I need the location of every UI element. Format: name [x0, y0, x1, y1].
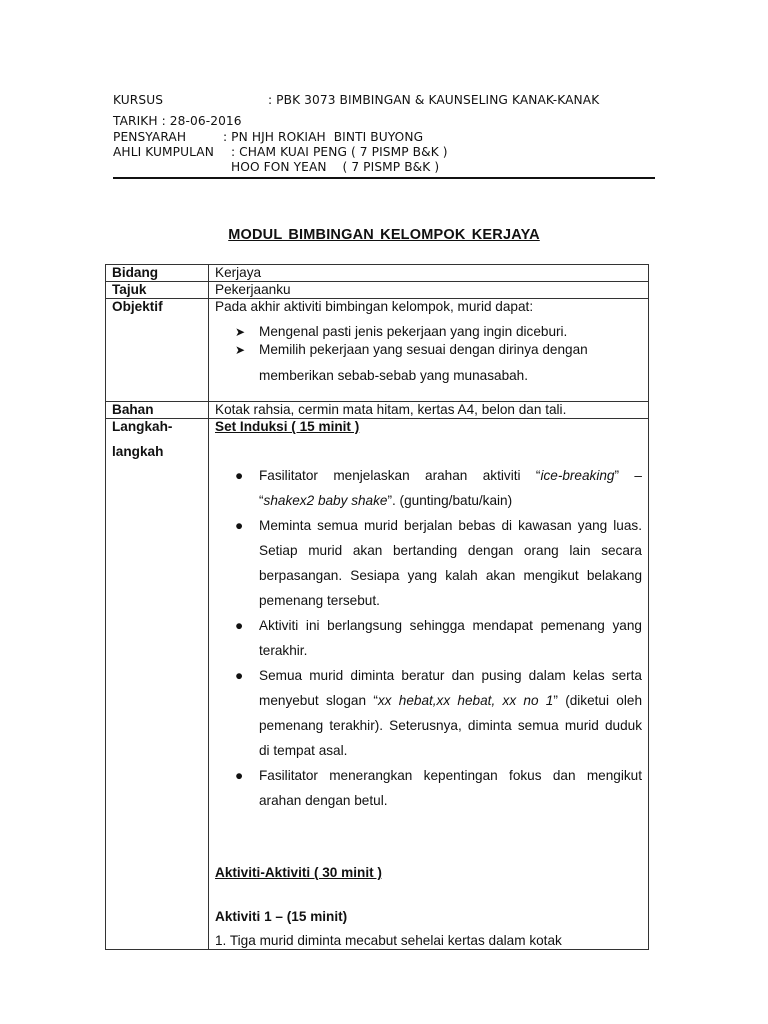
pensyarah-value: : PN HJH ROKIAH BINTI BUYONG	[223, 130, 424, 144]
round-bullet-icon: ●	[235, 618, 244, 633]
arrowhead-bullet-icon: ➤	[235, 325, 246, 339]
list-item	[215, 763, 642, 813]
set-induksi-heading: Set Induksi ( 15 minit )	[215, 419, 360, 434]
list-item	[215, 663, 642, 763]
ahli-value-2: HOO FON YEAN ( 7 PISMP B&K )	[231, 160, 440, 174]
induksi-1-text-d: shakex2 baby shake	[263, 493, 388, 508]
induksi-2-text: Meminta semua murid berjalan bebas di kawasan yang luas. Setiap murid akan bertanding dengan orang lain secara berpasangan. Sesiapa yang kalah akan mengikut belakang pemenang tersebut.	[259, 518, 642, 608]
list-item	[215, 463, 642, 513]
module-table	[105, 264, 649, 950]
objektif-intro: Pada akhir aktiviti bimbingan kelompok, murid dapat:	[215, 299, 534, 314]
table-row-objektif	[106, 299, 649, 402]
induksi-1-text-b: ice-breaking	[540, 468, 615, 483]
induksi-3-text: Aktiviti ini berlangsung sehingga mendapat pemenang yang terakhir.	[259, 618, 642, 658]
ahli-row-2	[113, 160, 440, 205]
tajuk-label: Tajuk	[106, 282, 209, 299]
list-item	[215, 323, 642, 341]
tajuk-value: Pekerjaanku	[209, 282, 649, 299]
induksi-4-text-c: ” (diketui oleh pemenang terakhir). Seterusnya, diminta semua murid duduk di tempat asal.	[259, 693, 643, 758]
objektif-item-2-cont: memberikan sebab-sebab yang munasabah.	[259, 368, 529, 383]
bahan-label: Bahan	[106, 402, 209, 419]
kursus-label: KURSUS	[113, 93, 164, 107]
round-bullet-icon: ●	[235, 768, 244, 783]
round-bullet-icon: ●	[235, 518, 244, 533]
objektif-item-2: Memilih pekerjaan yang sesuai dengan dirinya dengan	[259, 342, 588, 357]
kursus-value: : PBK 3073 BIMBINGAN & KAUNSELING KANAK-KANAK	[268, 93, 600, 107]
ahli-value-1: : CHAM KUAI PENG ( 7 PISMP B&K )	[231, 145, 448, 159]
round-bullet-icon: ●	[235, 468, 244, 483]
list-item	[215, 513, 642, 613]
tarikh-text: TARIKH : 28-06-2016	[113, 114, 242, 128]
table-row-tajuk	[106, 282, 649, 299]
bidang-value: Kerjaya	[209, 265, 649, 282]
arrowhead-bullet-icon: ➤	[235, 343, 246, 357]
list-item	[215, 613, 642, 663]
ahli-label: AHLI KUMPULAN	[113, 145, 214, 159]
aktiviti-1-line: 1. Tiga murid diminta mecabut sehelai kertas dalam kotak	[215, 933, 562, 948]
pensyarah-label: PENSYARAH	[113, 130, 187, 144]
objektif-label: Objektif	[106, 299, 209, 402]
objektif-value	[209, 299, 649, 402]
aktiviti-heading: Aktiviti-Aktiviti ( 30 minit )	[215, 865, 382, 880]
round-bullet-icon: ●	[235, 668, 244, 683]
aktiviti-1-heading: Aktiviti 1 – (15 minit)	[215, 909, 348, 924]
induksi-4-text-b: xx hebat,xx hebat, xx no 1	[377, 693, 554, 708]
header-divider	[113, 177, 655, 179]
table-row-bidang	[106, 265, 649, 282]
induksi-list	[215, 463, 642, 813]
objektif-item-1: Mengenal pasti jenis pekerjaan yang ingin diceburi.	[259, 324, 568, 339]
list-item	[215, 341, 642, 389]
induksi-4-text-a: Semua murid diminta beratur dan pusing dalam kelas serta menyebut slogan “	[259, 668, 642, 708]
induksi-1-text-e: ”. (gunting/batu/kain)	[387, 493, 513, 508]
objektif-list	[215, 323, 642, 389]
bidang-label: Bidang	[106, 265, 209, 282]
bahan-value: Kotak rahsia, cermin mata hitam, kertas A4, belon dan tali.	[209, 402, 649, 419]
langkah-value	[209, 419, 649, 950]
table-row-bahan	[106, 402, 649, 419]
induksi-1-text-c: ” – “	[259, 468, 642, 508]
module-title: MODUL BIMBINGAN KELOMPOK KERJAYA	[228, 227, 540, 243]
induksi-1-text-a: Fasilitator menjelaskan arahan aktiviti “	[259, 468, 541, 483]
langkah-label-1: Langkah-	[112, 419, 173, 434]
langkah-label-2: langkah	[112, 444, 164, 459]
induksi-5-text: Fasilitator menerangkan kepentingan fokus dan mengikut arahan dengan betul.	[259, 768, 642, 808]
table-row-langkah	[106, 419, 649, 950]
langkah-label	[106, 419, 209, 950]
